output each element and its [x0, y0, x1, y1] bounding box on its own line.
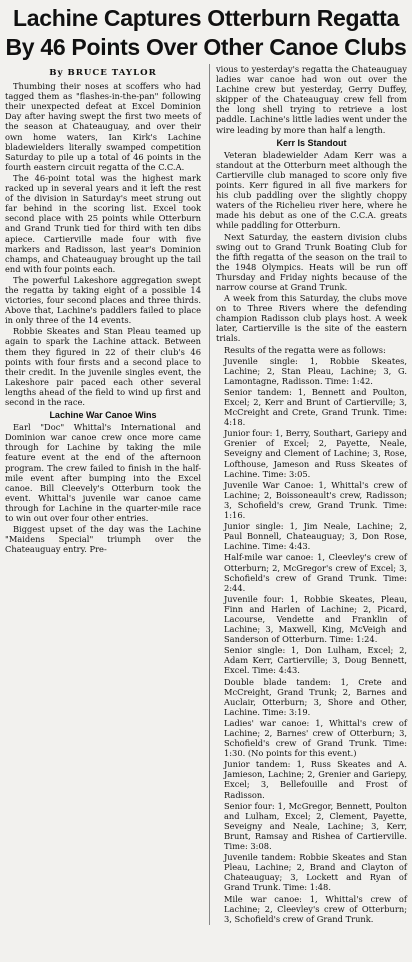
result-item: Juvenile four: 1, Robbie Skeates, Pleau, Finn and Harlen of Lachine; 2, Picard, Lacourse, Vendette and Franklin of Lachine; 3, Maxwell, King, McVeigh and Sanderson of Otterburn. Time: 1:24.: [223, 593, 407, 645]
paragraph: A week from this Saturday, the clubs move on to Three Rivers where the defending champion Radisson club plays host. A week later, Cartierville is the site of the eastern trials.: [215, 293, 407, 344]
left-column: [5, 64, 201, 925]
result-item: Junior single: 1, Jim Neale, Lachine; 2, Paul Bonnell, Chateauguay; 3, Don Rose, Lachine. Time: 4:43.: [223, 521, 407, 552]
headline: [5, 4, 407, 62]
result-item: Mile war canoe: 1, Whittal's crew of Lachine; 2, Cleevley's crew of Otterburn; 3, Schofield's crew of Grand Trunk.: [223, 893, 407, 924]
headline-line-2: By 46 Points Over Other Canoe Clubs: [5, 34, 407, 60]
right-column: [209, 64, 407, 925]
paragraph: Next Saturday, the eastern division clubs swing out to Grand Trunk Boating Club for the fifth regatta of the season on the trail to the 1948 Olympics. Heats will be run off Thursday and Friday nights because of the narrow course at Grand Trunk.: [215, 231, 407, 292]
paragraph: Robbie Skeates and Stan Pleau teamed up again to spark the Lachine attack. Between them they figured in 22 of their club's 46 points with four firsts and a second place to their credit. In the juvenile singles event, the Lakeshore pair paced each other several lengths ahead of the field to wind up first and second in the race.: [5, 326, 201, 407]
result-item: Senior tandem: 1, Bennett and Poulton, Excel; 2, Kerr and Brunt of Cartierville; 3, McCreight and Crete, Grand Trunk. Time: 4:18.: [223, 386, 407, 428]
subheading: Kerr Is Standout: [276, 137, 347, 148]
result-item: Senior single: 1, Don Lulham, Excel; 2, Adam Kerr, Cartierville; 3, Doug Bennett, Excel. Time: 4:43.: [223, 645, 407, 676]
result-item: Half-mile war canoe: 1, Cleevley's crew of Otterburn; 2, McGregor's crew of Excel; 3, Schofield's crew of Grand Trunk. Time: 2:44.: [223, 552, 407, 593]
result-item: Ladies' war canoe: 1, Whittal's crew of Lachine; 2, Barnes' crew of Otterburn; 3, Schofield's crew of Grand Trunk. Time: 1:30. (No points for this event.): [223, 717, 407, 759]
result-item: Senior four: 1, McGregor, Bennett, Poulton and Lulham, Excel; 2, Clement, Payette, Seveigny and Neale, Lachine; 3, Kerr, Brunt, Ramsay and Rishea of Cartierville. Time: 3:08.: [223, 800, 407, 852]
result-item: Junior four: 1, Berry, Southart, Gariepy and Grenier of Excel; 2, Payette, Neale, Seveigny and Clement of Lachine; 3, Rose, Lofthouse, Jameson and Russ Skeates of Lachine. Time: 3:05.: [223, 428, 407, 479]
byline: By BRUCE TAYLOR: [49, 68, 157, 78]
paragraph: Veteran bladewielder Adam Kerr was a standout at the Otterburn meet although the Cartierville club managed to score only five points. Kerr figured in all five markers for his club paddling over the slightly choppy waters of the Richelieu river here, where he made his debut as one of the C.C.A. greats while paddling for Otterburn.: [215, 149, 407, 231]
paragraph: The 46-point total was the highest mark racked up in several years and it left the rest of the division in Saturday's meet strung out far behind in the scoring list. Excel took second place with 25 points while Otterburn and Grand Trunk tied for third with ten dibs apiece. Cartierville made four with five markers and Radisson, last year's Dominion champs, and Chateauguay brought up the tail end with four points each.: [5, 172, 201, 274]
result-item: Juvenile War Canoe: 1, Whittal's crew of Lachine; 2, Boissoneault's crew, Radisson; 3, Schofield's crew, Grand Trunk. Time: 1:16.: [223, 479, 407, 521]
subheading: Lachine War Canoe Wins: [49, 410, 157, 421]
paragraph: Results of the regatta were as follows:: [223, 344, 386, 355]
result-item: Juvenile single: 1, Robbie Skeates, Lachine; 2, Stan Pleau, Lachine; 3, G. Lamontagne, Radisson. Time: 1:42.: [223, 355, 407, 386]
headline-line-1: Lachine Captures Otterburn Regatta: [13, 5, 399, 31]
result-item: Juvenile tandem: Robbie Skeates and Stan Pleau, Lachine; 2, Brand and Clayton of Chateauguay; 3, Lockett and Ryan of Grand Trunk. Time: 1:48.: [223, 852, 407, 893]
result-item: Junior tandem: 1, Russ Skeates and A. Jamieson, Lachine; 2, Grenier and Gariepy, Excel; 3, Bellefouille and Frost of Radisson.: [223, 759, 407, 800]
paragraph: vious to yesterday's regatta the Chateauguay ladies war canoe had won out over the Lachine crew but yesterday, Gerry Duffey, skipper of the Chateauguay crew fell from the long shell trying to retrieve a lost paddle. Lachine's little ladies went under the wire leading by more than half a length.: [215, 64, 407, 135]
paragraph: Biggest upset of the day was the Lachine "Maidens Special" triumph over the Chateauguay entry. Pre-: [5, 524, 201, 555]
paragraph: Thumbing their noses at scoffers who had tagged them as "flashes-in-the-pan" following their unexpected defeat at Excel Dominion Day after having swept the first two meets of the season at Chateauguay, and over their own home waters, Ian Kirk's Lachine bladewielders literally swamped competition Saturday to pile up a total of 46 points in the fourth eastern circuit regatta of the C.C.A.: [5, 81, 201, 172]
results-list: [216, 356, 407, 924]
result-item: Double blade tandem: 1, Crete and McCreight, Grand Trunk; 2, Barnes and Auclair, Otterburn; 3, Shore and Other, Lachine. Time: 3:19.: [223, 676, 407, 717]
paragraph: Earl "Doc" Whittal's International and Dominion war canoe crew once more came through for Lachine by taking the mile feature event at the end of the afternoon program. The crew failed to finish in the half-mile event after bumping into the Excel canoe. Bill Cleevely's Otterburn took the event. Whittal's juvenile war canoe came through for Lachine in the quarter-mile race to win out over four other entries.: [5, 422, 201, 524]
paragraph: The powerful Lakeshore aggregation swept the regatta by taking eight of a possible 14 victories, four second places and three thirds. Above that, Lachine's paddlers failed to place in only three of the 14 events.: [5, 274, 201, 326]
article-columns: [5, 64, 407, 925]
